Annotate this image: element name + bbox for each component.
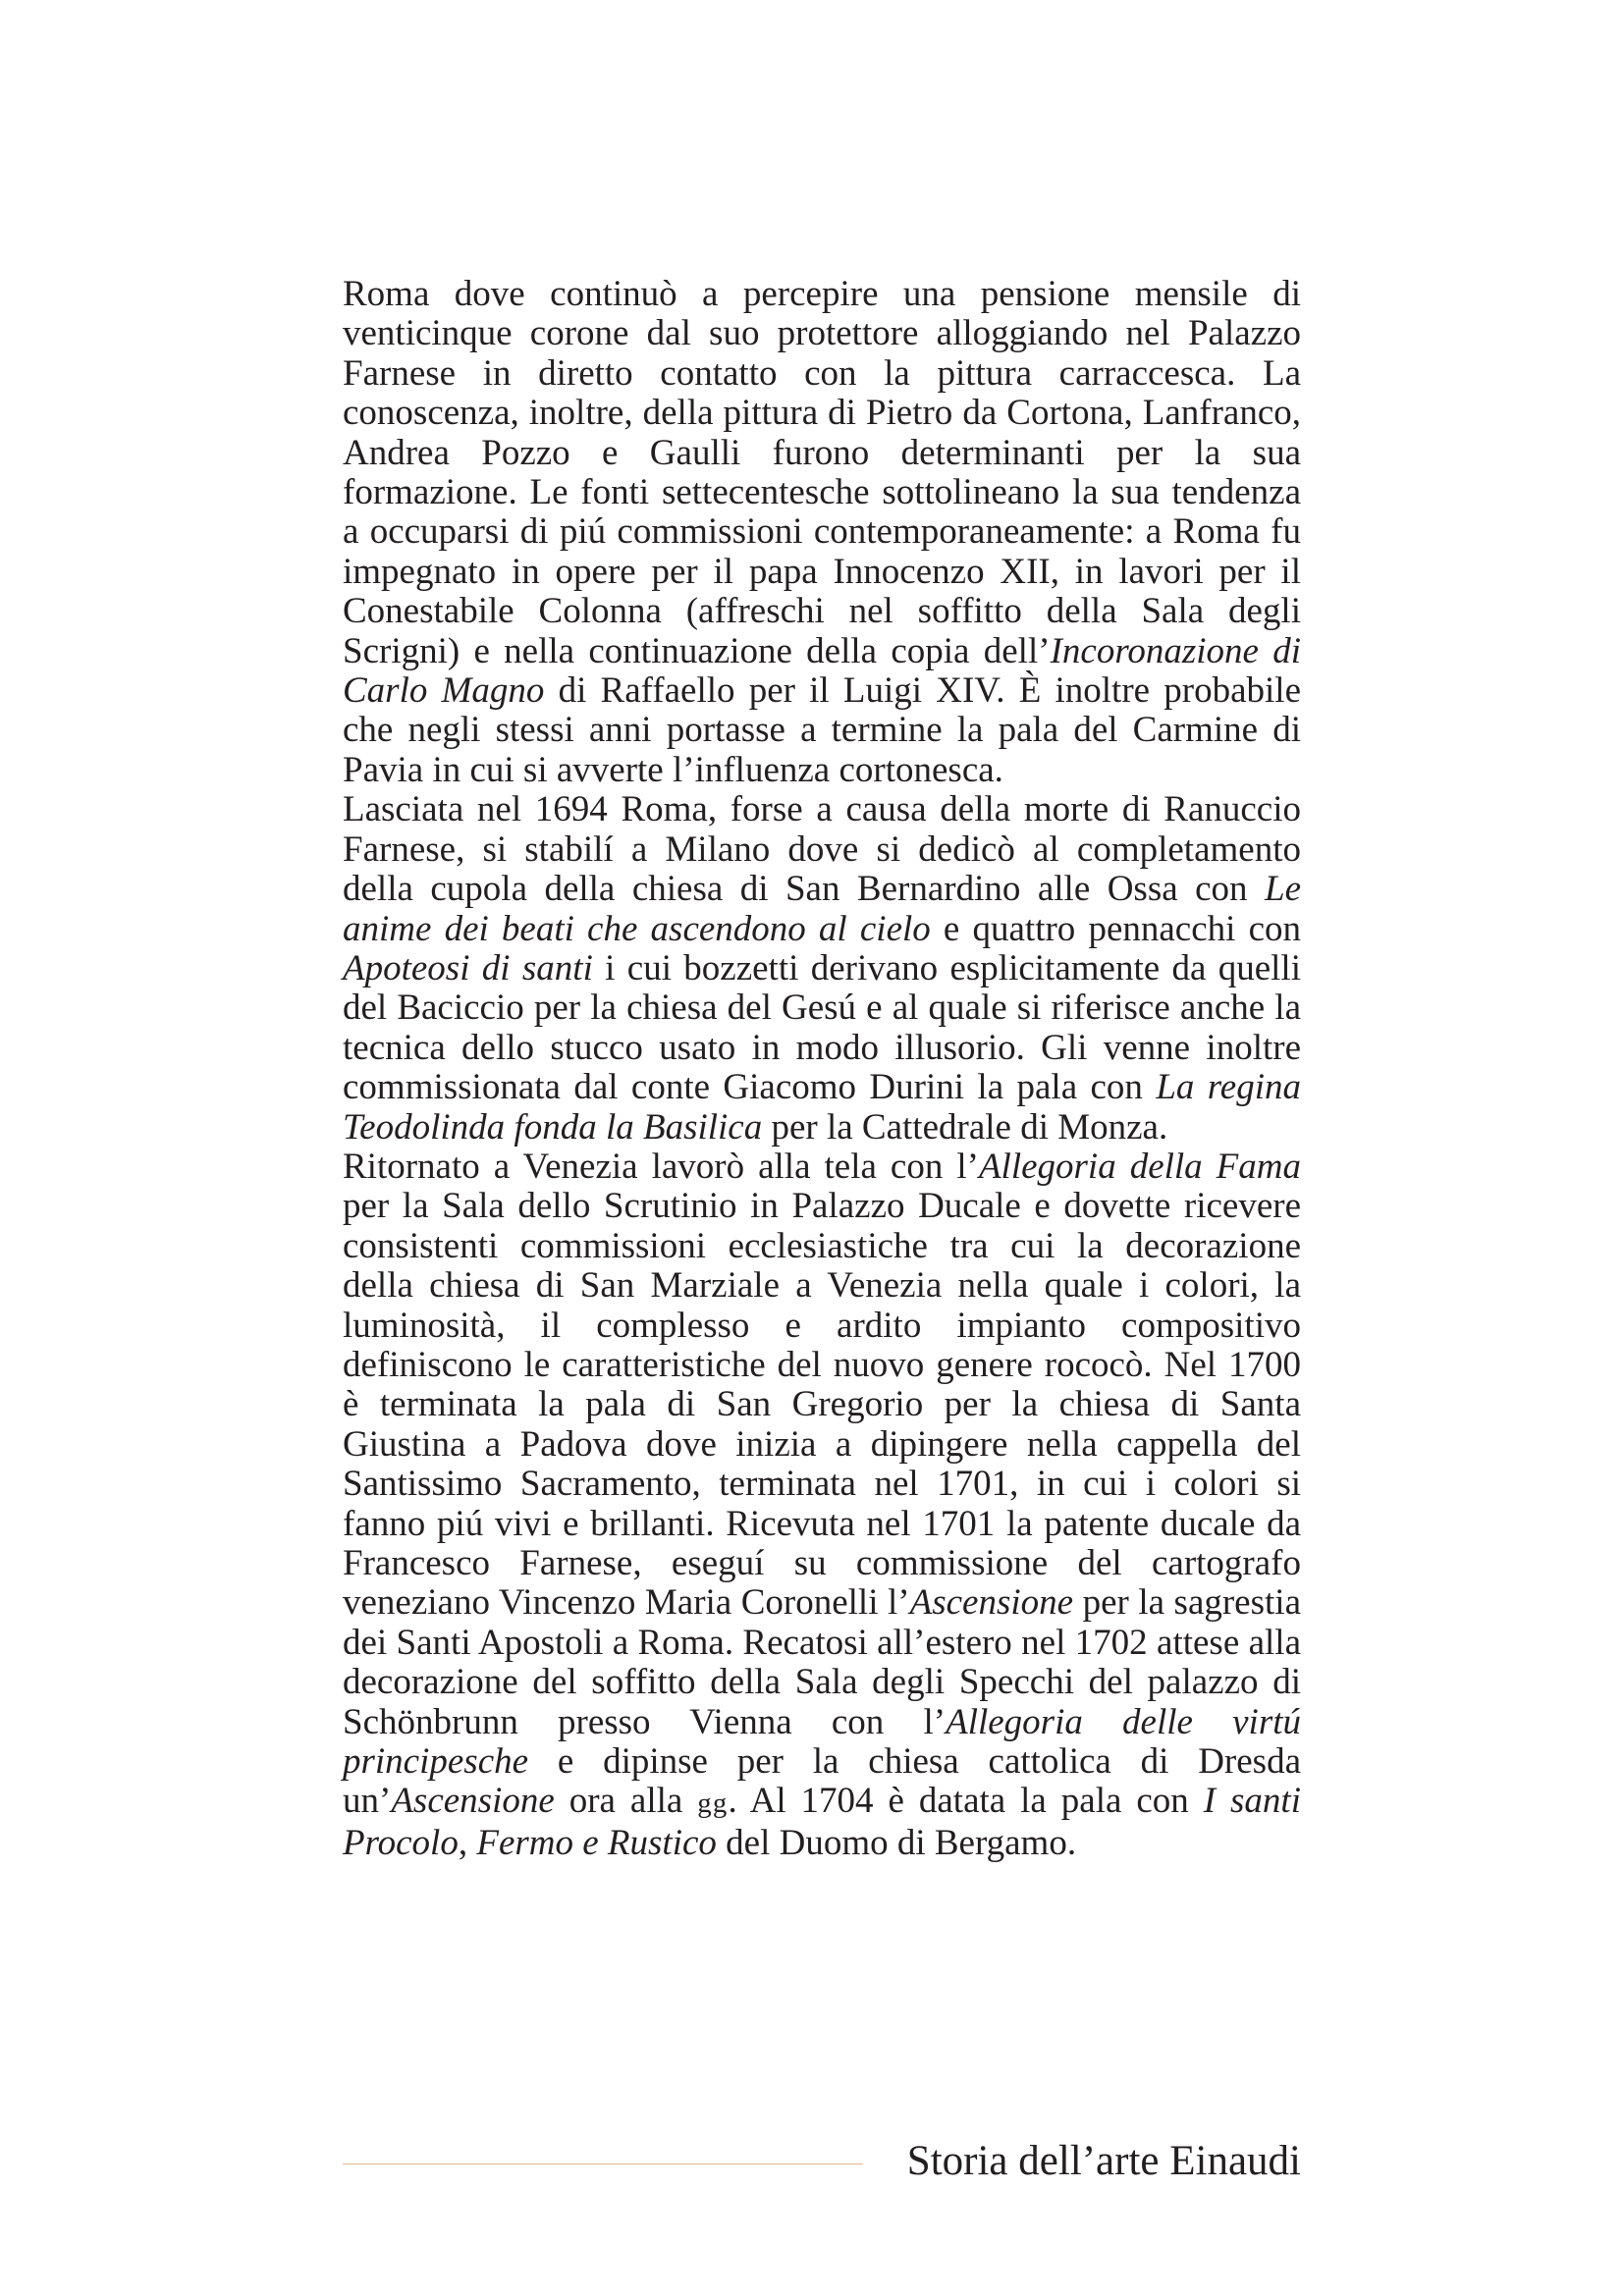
italic-title: Allegoria della Fama	[978, 1146, 1301, 1187]
italic-title: Le anime dei beati che ascendono al cielo	[343, 869, 1301, 949]
text-run: e quattro pennacchi con	[930, 908, 1301, 949]
italic-title: I santi Procolo	[343, 1781, 1301, 1863]
text-run: Lasciata nel 1694 Roma, forse a causa della morte di Ranuccio Farnese, si stabilí a Milano dove si dedicò al completamento della cupola della chiesa di San Bernardino alle Ossa con	[343, 789, 1301, 910]
italic-title: La regina Teodolinda fonda la Basilica	[343, 1067, 1301, 1148]
footer-title: Storia dell’arte Einaudi	[906, 2138, 1301, 2184]
italic-title: Incoronazione di Carlo Magno	[343, 630, 1302, 712]
text-run: ora alla	[554, 1781, 698, 1822]
italic-title: Apoteosi di santi	[343, 947, 593, 988]
paragraph-2	[343, 790, 1301, 1148]
text-run: ,	[458, 1822, 477, 1863]
text-run: e dipinse per la chiesa cattolica di Dresda un’	[343, 1741, 1301, 1822]
text-run: Roma dove continuò a percepire una pensione mensile di venticinque corone dal suo protettore alloggiando nel Palazzo Farnese in diretto contatto con la pittura carraccesca. La conoscenza, inoltre, della pittura di Pietro da Cortona, Lanfranco, Andrea Pozzo e Gaulli furono determinanti per la sua formazione. Le fonti settecentesche sottolineano la sua tendenza a occuparsi di piú commissioni contemporaneamente: a Roma fu impegnato in opere per il papa Innocenzo XII, in lavori per il Conestabile Colonna (affreschi nel soffitto della Sala degli Scrigni) e nella continuazione della copia dell’	[343, 274, 1301, 671]
italic-title: Ascensione	[391, 1781, 555, 1822]
italic-title: Ascensione	[909, 1582, 1074, 1624]
text-run: per la Sala dello Scrutinio in Palazzo Ducale e dovette ricevere consistenti commissioni ecclesiastiche tra cui la decorazione della chiesa di San Marziale a Venezia nella quale i colori, la luminosità, il complesso e ardito impianto compositivo definiscono le caratteristiche del nuovo genere rococò. Nel 1700 è terminata la pala di San Gregorio per la chiesa di Santa Giustina a Padova dove inizia a dipingere nella cappella del Santissimo Sacramento, terminata nel 1701, in cui i colori si fanno piú vivi e brillanti. Ricevuta nel 1701 la patente ducale da Francesco Farnese, eseguí su commissione del cartografo veneziano Vincenzo Maria Coronelli l’	[343, 1186, 1301, 1624]
text-run: . Al 1704 è datata la pala con	[728, 1781, 1204, 1822]
italic-title: Fermo e Rustico	[476, 1822, 717, 1863]
text-run: per la sagrestia dei Santi Apostoli a Roma. Recatosi all’estero nel 1702 attese alla decorazione del soffitto della Sala degli Specchi del palazzo di Schönbrunn presso Vienna con l’	[343, 1582, 1301, 1742]
paragraph-3	[343, 1148, 1301, 1863]
text-run: Ritornato a Venezia lavorò alla tela con l’	[343, 1146, 979, 1187]
text-run: per la Cattedrale di Monza.	[762, 1106, 1168, 1148]
text-run: di Raffaello per il Luigi XIV. È inoltre probabile che negli stessi anni portasse a termine la pala del Carmine di Pavia in cui si avverte l’influenza cortonesca.	[343, 670, 1301, 790]
text-run: del Duomo di Bergamo.	[716, 1822, 1077, 1863]
paragraph-1	[343, 275, 1301, 790]
body-text	[343, 275, 1301, 1863]
text-run: i cui bozzetti derivano esplicitamente da quelli del Baciccio per la chiesa del Gesú e al quale si riferisce anche la tecnica dello stucco usato in modo illusorio. Gli venne inoltre commissionata dal conte Giacomo Durini la pala con	[343, 947, 1301, 1108]
footer-rule	[343, 2163, 863, 2164]
italic-title: Allegoria delle virtú principesche	[343, 1701, 1302, 1783]
small-caps-abbreviation: gg	[697, 1788, 729, 1820]
